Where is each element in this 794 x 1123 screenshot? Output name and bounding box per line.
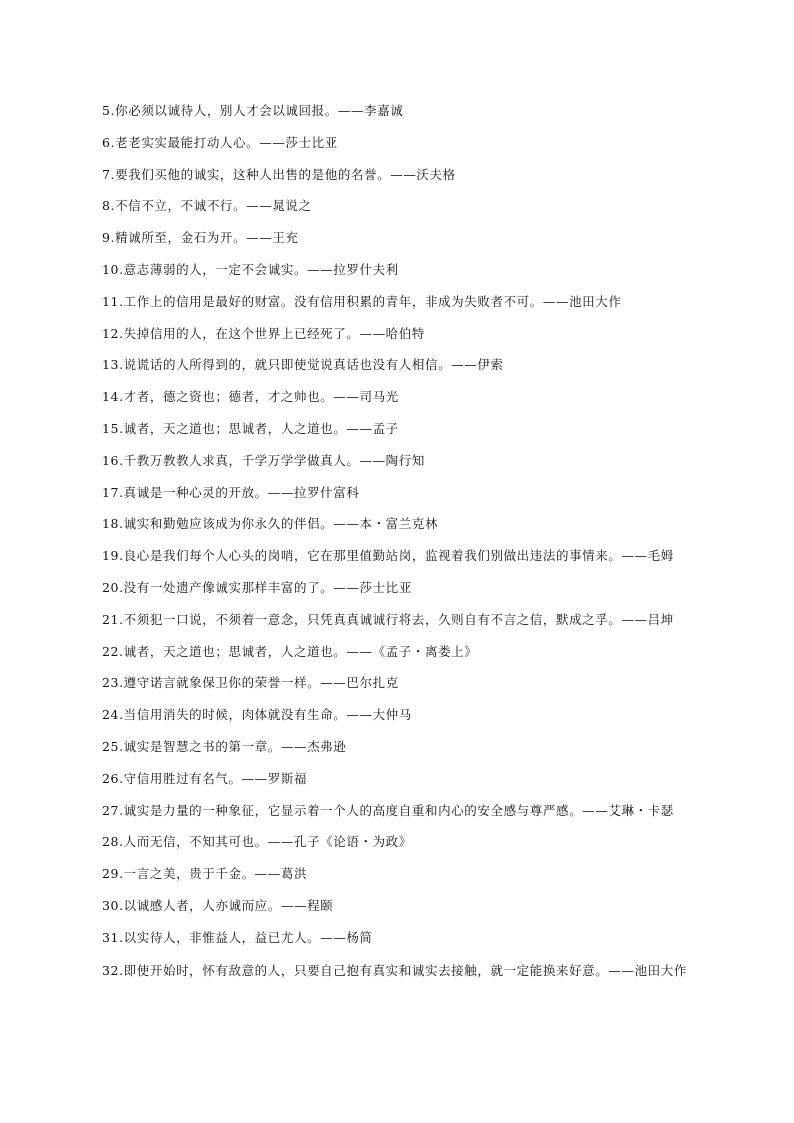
quote-item: 12.失掉信用的人，在这个世界上已经死了。——哈伯特: [102, 325, 425, 341]
quote-item: 30.以诚感人者，人亦诚而应。——程颐: [102, 897, 334, 913]
quote-item: 5.你必须以诚待人，别人才会以诚回报。——李嘉诚: [102, 103, 404, 118]
quote-item: 9.精诚所至，金石为开。——王充: [102, 230, 299, 246]
quote-item: 21.不须犯一口说，不须着一意念，只凭真真诚诚行将去，久则自有不言之信，默成之孚。——吕坤: [102, 611, 674, 627]
quote-item: 19.良心是我们每个人心头的岗哨，它在那里值勤站岗，监视着我们别做出违法的事情来。——毛姆: [102, 548, 674, 564]
quote-item: 29.一言之美，贵于千金。——葛洪: [102, 866, 308, 882]
quote-item: 6.老老实实最能打动人心。——莎士比亚: [102, 134, 338, 150]
quote-item: 32.即使开始时，怀有敌意的人，只要自己抱有真实和诚实去接触，就一定能换来好意。——池田大作: [102, 962, 687, 978]
quote-item: 18.诚实和勤勉应该成为你永久的伴侣。——本・富兰克林: [102, 516, 439, 532]
quote-item: 23.遵守诺言就象保卫你的荣誉一样。——巴尔扎克: [102, 675, 399, 691]
quote-item: 16.千教万教教人求真，千学万学学做真人。——陶行知: [102, 452, 425, 468]
quote-item: 24.当信用消失的时候，肉体就没有生命。——大仲马: [102, 707, 412, 723]
quote-item: 22.诚者，天之道也；思诚者，人之道也。——《孟子・离娄上》: [102, 643, 478, 659]
quote-item: 26.守信用胜过有名气。——罗斯福: [102, 770, 308, 786]
quote-item: 15.诚者，天之道也；思诚者，人之道也。——孟子: [102, 420, 399, 436]
quote-item: 28.人而无信，不知其可也。——孔子《论语・为政》: [102, 834, 412, 850]
quote-item: 7.要我们买他的诚实，这种人出售的是他的名誉。——沃夫格: [102, 166, 456, 182]
quote-item: 8.不信不立，不诚不行。——晁说之: [102, 198, 312, 214]
quote-item: 25.诚实是智慧之书的第一章。——杰弗逊: [102, 738, 347, 754]
quote-item: 13.说谎话的人所得到的，就只即使觉说真话也没有人相信。——伊索: [102, 357, 504, 373]
quote-item: 11.工作上的信用是最好的财富。没有信用积累的青年，非成为失败者不可。——池田大作: [102, 293, 622, 309]
quote-item: 31.以实待人，非惟益人，益已尤人。——杨简: [102, 929, 373, 945]
quote-item: 14.才者，德之资也；德者，才之帅也。——司马光: [102, 389, 399, 405]
quote-list: [0, 101, 794, 997]
quote-item: 27.诚实是力量的一种象征，它显示着一个人的高度自重和内心的安全感与尊严感。——艾琳・卡瑟: [102, 802, 674, 818]
quote-item: 20.没有一处遗产像诚实那样丰富的了。——莎士比亚: [102, 579, 412, 595]
quote-item: 10.意志薄弱的人，一定不会诚实。——拉罗什夫利: [102, 261, 399, 277]
quote-item: 17.真诚是一种心灵的开放。——拉罗什富科: [102, 484, 360, 500]
